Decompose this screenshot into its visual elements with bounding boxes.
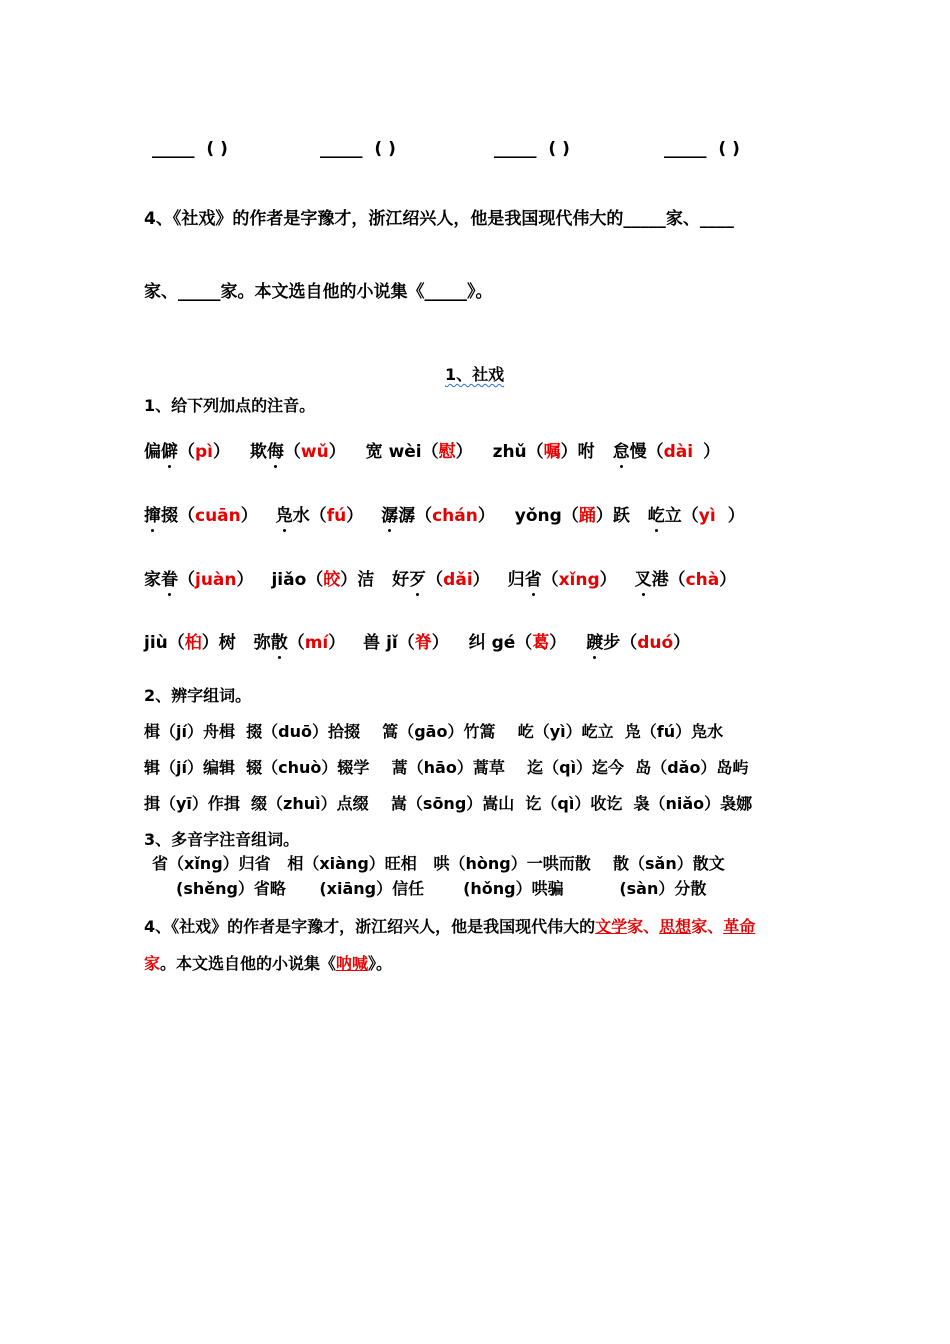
- paren: ）: [431, 633, 449, 653]
- paren: ）: [719, 570, 737, 590]
- paren: ）: [472, 570, 490, 590]
- word-text: 潺（: [398, 506, 433, 526]
- paren: ）: [599, 570, 617, 590]
- dotted-char: 省: [525, 565, 542, 590]
- answer: chà: [685, 570, 720, 590]
- q4-question-line1: 4、《社戏》的作者是字豫才，浙江绍兴人，他是我国现代伟大的_____家、____: [144, 209, 734, 229]
- dotted-char: 歹: [409, 565, 426, 590]
- dotted-char: 屹: [648, 501, 665, 526]
- answer: 呐喊: [336, 954, 369, 973]
- answer: pì: [195, 442, 213, 462]
- blank-pair-1: [152, 139, 228, 159]
- dotted-char: 散: [271, 628, 288, 653]
- word-text: ）洁: [340, 570, 375, 590]
- answer: 革命: [723, 917, 756, 936]
- answer: 家: [144, 954, 161, 973]
- blank-line: _____: [152, 139, 195, 159]
- section-title-text: 1、社戏: [445, 365, 505, 384]
- dotted-char: 潺: [381, 501, 398, 526]
- word-text: 港（: [651, 570, 686, 590]
- paren: ）: [240, 506, 258, 526]
- answer: 慰: [438, 442, 456, 462]
- section3-heading: 3、多音字注音组词。: [144, 830, 300, 849]
- answer: mí: [304, 633, 329, 653]
- blank-paren: ( ): [374, 139, 396, 159]
- section-title: [445, 362, 504, 385]
- blank-paren: ( ): [206, 139, 228, 159]
- word-text: 归: [507, 570, 525, 590]
- section2-line-1: 楫（jí）舟楫 掇（duō）拾掇 篙（gāo）竹篙 屹（yì）屹立 凫（fú）凫水: [144, 722, 724, 741]
- section2-heading: 2、辨字组词。: [144, 686, 252, 705]
- blank-pair-3: [494, 139, 570, 159]
- word-text: 慢（: [629, 442, 664, 462]
- paren: ）: [328, 442, 346, 462]
- paren: （: [287, 633, 305, 653]
- section2-line-2: 辑（jí）编辑 辍（chuò）辍学 蒿（hāo）蒿草 迄（qì）迄今 岛（dǎo）岛屿: [144, 758, 749, 777]
- answer: duó: [637, 633, 674, 653]
- paren: ）: [213, 442, 230, 462]
- paren: ）: [549, 633, 567, 653]
- paren: ）: [455, 442, 473, 462]
- paren: （: [283, 442, 301, 462]
- section3-line-2: (shěng）省略 (xiāng）信任 (hǒng）哄骗 (sàn）分散: [176, 879, 707, 898]
- word-text: 欺: [249, 442, 267, 462]
- answer: 桕: [184, 633, 202, 653]
- q4-answer-text: 》。: [368, 954, 393, 973]
- word-text: jiù（: [144, 633, 185, 653]
- answer: 皎: [323, 570, 341, 590]
- paren: （: [178, 442, 195, 462]
- word-text: 宽 wèi（: [365, 442, 439, 462]
- answer: 嘱: [543, 442, 561, 462]
- dotted-char: 叉: [635, 565, 652, 590]
- answer-sep: 家、: [691, 917, 724, 936]
- word-text: zhǔ（: [492, 442, 544, 462]
- dotted-char: 僻: [161, 437, 178, 462]
- answer: yì: [698, 506, 716, 526]
- pinyin-row-1: [144, 437, 720, 462]
- paren: （: [541, 570, 559, 590]
- section2-line-3: 揖（yī）作揖 缀（zhuì）点缀 嵩（sōng）嵩山 讫（qì）收讫 袅（niǎo）袅娜: [144, 794, 753, 813]
- dotted-char: 撺: [144, 501, 161, 526]
- blank-pair-2: [320, 139, 396, 159]
- word-text: 偏: [144, 442, 161, 462]
- pinyin-row-3: [144, 565, 736, 590]
- paren: ）: [346, 506, 364, 526]
- dotted-char: 凫: [276, 501, 293, 526]
- dotted-char: 眷: [161, 565, 178, 590]
- section1-heading: 1、给下列加点的注音。: [144, 396, 316, 415]
- q4-question-line2: 家、_____家。本文选自他的小说集《_____》。: [144, 282, 493, 302]
- dotted-char: 踱: [586, 628, 603, 653]
- answer: 文学: [595, 917, 628, 936]
- word-text: 步（: [603, 633, 638, 653]
- answer: 思想: [659, 917, 692, 936]
- blank-line: _____: [664, 139, 707, 159]
- word-text: 掇（: [161, 506, 195, 526]
- q4-answer-text: 。本文选自他的小说集《: [160, 954, 337, 973]
- section4-line-2: [144, 951, 392, 974]
- paren: （: [426, 570, 444, 590]
- paren: ）: [477, 506, 495, 526]
- paren: ）: [328, 633, 346, 653]
- word-text: 立（: [664, 506, 699, 526]
- word-text: 弥: [253, 633, 271, 653]
- word-text: 水（: [292, 506, 327, 526]
- answer: juàn: [195, 570, 237, 590]
- blank-line: _____: [320, 139, 363, 159]
- answer: dǎi: [443, 570, 473, 590]
- dotted-char: 怠: [613, 437, 630, 462]
- paren: ）: [236, 570, 254, 590]
- answer: 踊: [578, 506, 596, 526]
- answer: cuān: [195, 506, 241, 526]
- answer-sep: 家、: [627, 917, 660, 936]
- word-text: ）树: [201, 633, 236, 653]
- word-text: ）跃: [595, 506, 630, 526]
- answer: xǐng: [558, 570, 600, 590]
- answer: wǔ: [300, 442, 329, 462]
- q4-answer-text: 4、《社戏》的作者是字豫才，浙江绍兴人，他是我国现代伟大的: [144, 917, 596, 936]
- blank-line: _____: [494, 139, 537, 159]
- section3-line-1: 省（xǐng）归省 相（xiàng）旺相 哄（hòng）一哄而散 散（sǎn）散文: [152, 854, 725, 873]
- word-text: 纠 gé（: [468, 633, 533, 653]
- section4-line-1: [144, 914, 755, 937]
- word-text: yǒng（: [514, 506, 579, 526]
- paren: ）: [673, 633, 691, 653]
- blank-pair-4: [664, 139, 740, 159]
- paren: ）: [727, 506, 745, 526]
- blank-paren: ( ): [718, 139, 740, 159]
- word-text: ）咐: [560, 442, 595, 462]
- answer: 脊: [414, 633, 432, 653]
- blank-paren: ( ): [548, 139, 570, 159]
- answer: chán: [432, 506, 478, 526]
- word-text: 家: [144, 570, 161, 590]
- word-text: jiǎo（: [271, 570, 324, 590]
- dotted-char: 侮: [267, 437, 284, 462]
- paren: （: [178, 570, 195, 590]
- word-text: 兽 jǐ（: [363, 633, 415, 653]
- paren: ）: [703, 442, 721, 462]
- pinyin-row-2: [144, 501, 745, 526]
- answer: dài: [663, 442, 694, 462]
- word-text: 好: [392, 570, 410, 590]
- answer: fú: [326, 506, 347, 526]
- answer: 葛: [532, 633, 550, 653]
- pinyin-row-4: [144, 628, 690, 653]
